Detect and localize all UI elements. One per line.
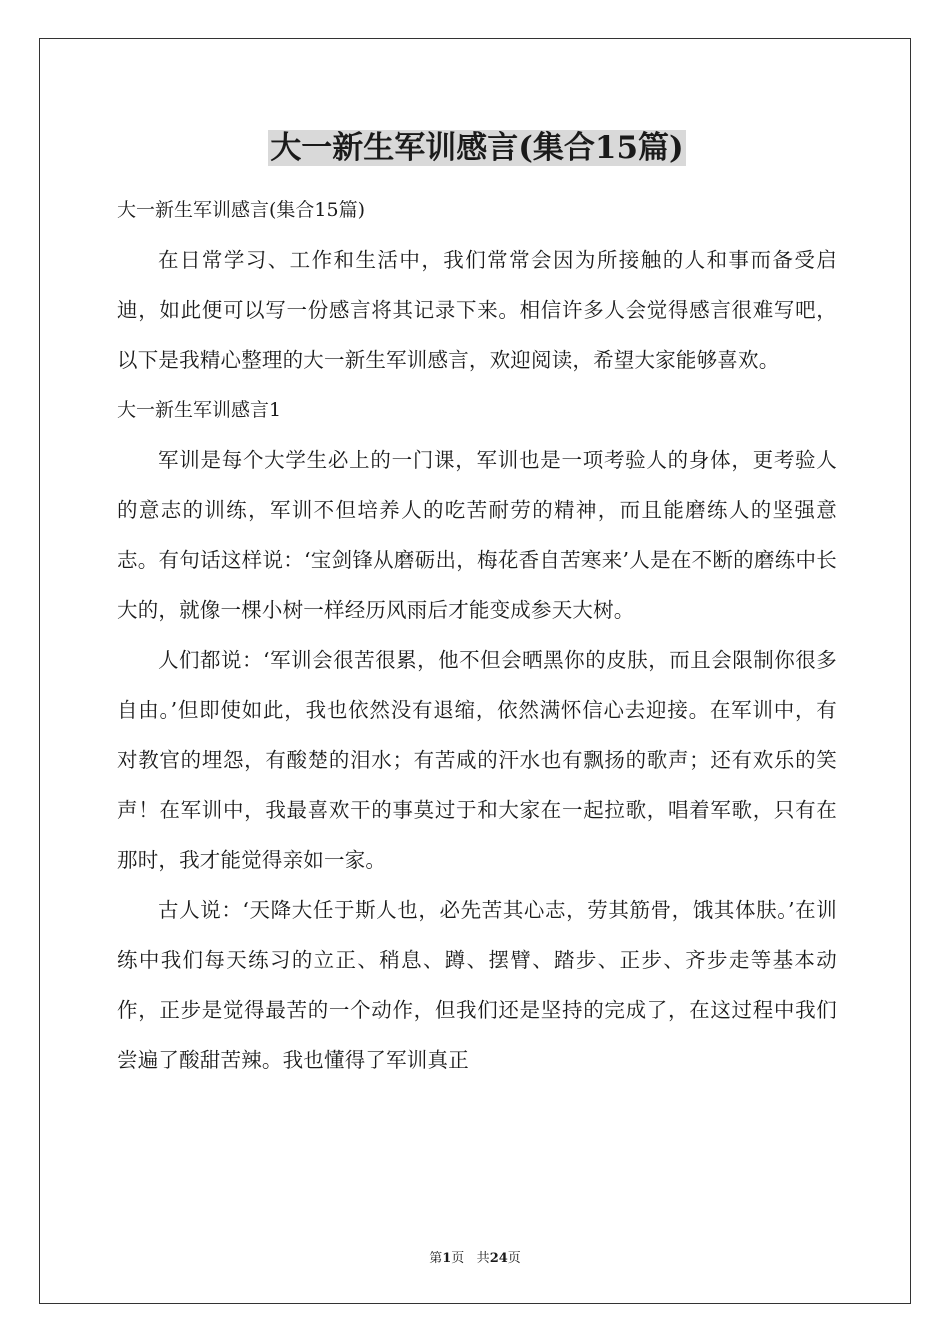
document-title-text: 大一新生军训感言(集合15篇) (270, 130, 684, 166)
body-paragraph-3: 古人说：‘天降大任于斯人也，必先苦其心志，劳其筋骨，饿其体肤。’在训练中我们每天练习的立正、稍息、蹲、摆臂、踏步、正步、齐步走等基本动作，正步是觉得最苦的一个动作，但我们还是坚持的完成了，在这过程中我们尝遍了酸甜苦辣。我也懂得了军训真正 (117, 898, 837, 1072)
body-paragraph-1: 军训是每个大学生必上的一门课，军训也是一项考验人的身体，更考验人的意志的训练，军训不但培养人的吃苦耐劳的精神，而且能磨练人的坚强意志。有句话这样说：‘宝剑锋从磨砺出，梅花香自苦寒来’人是在不断的磨练中长大的，就像一棵小树一样经历风雨后才能变成参天大树。 (117, 448, 837, 622)
section-heading: 大一新生军训感言1 (117, 399, 282, 421)
footer-page-suffix: 页 (451, 1251, 465, 1266)
document-subtitle: 大一新生军训感言(集合15篇) (117, 199, 366, 221)
footer-page-prefix: 第 (429, 1251, 443, 1266)
intro-paragraph: 在日常学习、工作和生活中，我们常常会因为所接触的人和事而备受启迪，如此便可以写一份感言将其记录下来。相信许多人会觉得感言很难写吧，以下是我精心整理的大一新生军训感言，欢迎阅读，希望大家能够喜欢。 (117, 248, 837, 372)
footer-page-number: 1 (442, 1251, 452, 1266)
page-footer (0, 1250, 950, 1268)
footer-total-pages: 24 (489, 1251, 508, 1266)
document-body (117, 125, 837, 1085)
footer-total-prefix: 共 (476, 1251, 490, 1266)
body-paragraph-2: 人们都说：‘军训会很苦很累，他不但会晒黑你的皮肤，而且会限制你很多自由。’但即使如此，我也依然没有退缩，依然满怀信心去迎接。在军训中，有对教官的埋怨，有酸楚的泪水；有苦咸的汗水也有飘扬的歌声；还有欢乐的笑声！在军训中，我最喜欢干的事莫过于和大家在一起拉歌，唱着军歌，只有在那时，我才能觉得亲如一家。 (117, 648, 837, 872)
footer-total-suffix: 页 (507, 1251, 521, 1266)
document-title (117, 125, 837, 171)
